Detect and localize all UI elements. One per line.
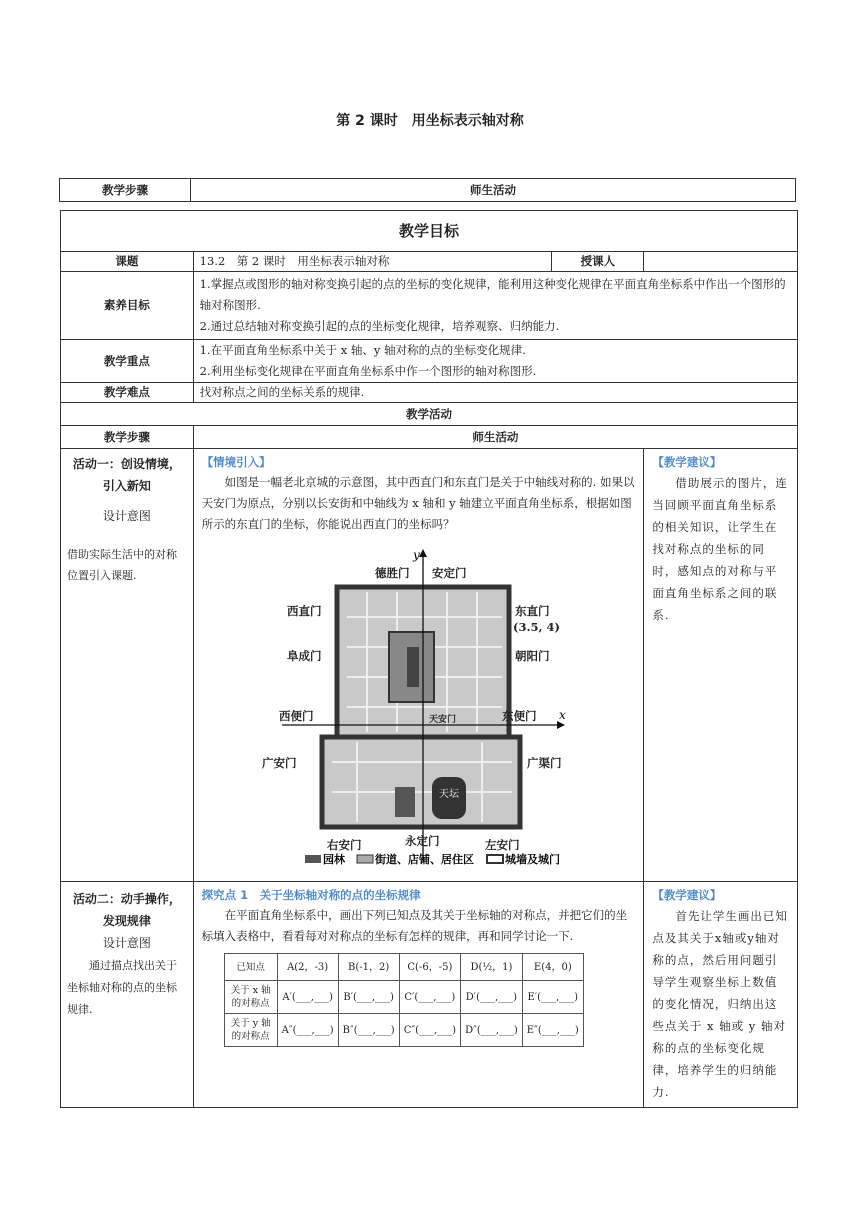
key-point-1: 1.在平面直角坐标系中关于 x 轴、y 轴对称的点的坐标变化规律. xyxy=(199,343,526,357)
symmetry-table xyxy=(224,953,584,1047)
activity1-suggest-tag: 【教学建议】 xyxy=(652,455,722,469)
key-point-2: 2.利用坐标变化规律在平面直角坐标系中作一个图形的轴对称图形. xyxy=(199,364,537,378)
table-cell[interactable]: D″(___,___) xyxy=(461,1014,523,1047)
gate-dongzhimen: 东直门 xyxy=(514,604,550,618)
sub-header-activity: 师生活动 xyxy=(193,426,797,449)
gate-zuoanmen: 左安门 xyxy=(484,838,520,852)
activity2-suggest-text: 首先让学生画出已知点及其关于x轴或y轴对称的点，然后用问题引导学生观察坐标上数值的变化情况，归纳出这些点关于 x 轴或 y 轴对称的点的坐标变化规律，培养学生的归纳能力. xyxy=(652,909,788,1099)
activity2-design-text: 通过描点找出关于坐标轴对称的点的坐标规律. xyxy=(67,959,177,1016)
svg-text:城墙及城门: 城墙及城门 xyxy=(504,853,560,866)
table-header-cell: C(-6，-5) xyxy=(399,954,460,981)
row-x-label: 关于 x 轴的对称点 xyxy=(224,981,277,1014)
activity1-design-label: 设计意图 xyxy=(102,509,151,523)
y-axis-label: y xyxy=(412,548,420,562)
activity1-design-text: 借助实际生活中的对称位置引入课题. xyxy=(67,548,177,582)
activity2-tag: 探究点 1 关于坐标轴对称的点的坐标规律 xyxy=(201,888,421,902)
gate-dongzhimen-coord: (3.5, 4) xyxy=(512,620,560,634)
activity2-suggest-tag: 【教学建议】 xyxy=(652,888,722,902)
literacy-line2: 2.通过总结轴对称变换引起的点的坐标变化规律，培养观察、归纳能力. xyxy=(199,319,560,333)
table-cell[interactable]: B″(___,___) xyxy=(338,1014,399,1047)
table-cell[interactable]: B′(___,___) xyxy=(338,981,399,1014)
table-cell[interactable]: A″(___,___) xyxy=(277,1014,338,1047)
activity1-suggest-text: 借助展示的图片，连当回顾平面直角坐标系的相关知识，让学生在找对称点的坐标的同时，感知点的对称与平面直角坐标系之间的联系. xyxy=(652,476,788,622)
gate-guangqumen: 广渠门 xyxy=(526,756,562,770)
gate-guanganmen: 广安门 xyxy=(261,756,297,770)
table-cell[interactable]: D′(___,___) xyxy=(461,981,523,1014)
gate-chaoyangmen: 朝阳门 xyxy=(514,649,550,663)
difficulty-value: 找对称点之间的坐标关系的规律. xyxy=(193,383,797,403)
difficulty-label: 教学难点 xyxy=(61,383,194,403)
activity-section-title: 教学活动 xyxy=(61,403,798,426)
gate-xizhimen: 西直门 xyxy=(286,604,322,618)
beijing-map xyxy=(257,547,567,877)
svg-text:园林: 园林 xyxy=(322,853,345,866)
activity2-design-label: 设计意图 xyxy=(102,936,151,950)
row-y-label: 关于 y 轴的对称点 xyxy=(224,1014,277,1047)
sub-header-step: 教学步骤 xyxy=(61,426,194,449)
activity1-text: 如图是一幅老北京城的示意图，其中西直门和东直门是关于中轴线对称的. 如果以天安门为原点，分别以长安街和中轴线为 x 轴和 y 轴建立平面直角坐标系，根据如图所示的东直门的坐标，你能说出西直门的坐标吗？ xyxy=(201,475,635,531)
x-axis-label: x xyxy=(558,708,566,722)
topic-label: 课题 xyxy=(61,252,194,272)
outer-city xyxy=(322,737,520,827)
table-cell[interactable]: E′(___,___) xyxy=(522,981,583,1014)
gate-youanmen: 右安门 xyxy=(326,838,362,852)
gate-fuchengmen: 阜成门 xyxy=(286,649,322,663)
lesson-table xyxy=(60,210,798,1108)
gate-andingmen: 安定门 xyxy=(431,566,467,580)
table-header-cell: 已知点 xyxy=(224,954,277,981)
table-header-cell: E(4，0) xyxy=(522,954,583,981)
activity1-title: 活动一：创设情境，引入新知 xyxy=(72,457,181,493)
topic-value: 13.2 第 2 课时 用坐标表示轴对称 xyxy=(193,252,552,272)
table-cell[interactable]: A′(___,___) xyxy=(277,981,338,1014)
temple-label: 天坛 xyxy=(438,789,459,800)
gate-deshengmen: 德胜门 xyxy=(374,566,410,580)
teacher-label: 授课人 xyxy=(552,252,644,272)
key-points-label: 教学重点 xyxy=(61,340,194,383)
goal-title: 教学目标 xyxy=(61,211,798,252)
activity1-tag: 【情境引入】 xyxy=(201,455,271,469)
table-header-cell: D(½，1) xyxy=(461,954,523,981)
table-cell[interactable]: C′(___,___) xyxy=(399,981,460,1014)
gate-tiananmen: 天安门 xyxy=(428,715,456,725)
gate-yongdingmen: 永定门 xyxy=(404,834,440,848)
literacy-label: 素养目标 xyxy=(61,272,194,340)
table-header-cell: A(2，-3) xyxy=(277,954,338,981)
page-title: 第 2 课时 用坐标表示轴对称 xyxy=(336,113,524,129)
gate-xibianmen: 西便门 xyxy=(278,709,314,723)
table-header-cell: B(-1，2) xyxy=(338,954,399,981)
activity2-text: 在平面直角坐标系中，画出下列已知点及其关于坐标轴的对称点，并把它们的坐标填入表格中，看看每对对称点的坐标有怎样的规律，再和同学讨论一下. xyxy=(201,908,628,943)
table-cell[interactable]: E″(___,___) xyxy=(522,1014,583,1047)
header-step: 教学步骤 xyxy=(60,179,191,202)
temple-of-agriculture xyxy=(395,787,415,817)
header-activity: 师生活动 xyxy=(191,179,796,202)
gate-dongbianmen: 东便门 xyxy=(501,709,537,723)
map-legend xyxy=(305,852,560,866)
svg-text:街道、店铺、居住区: 街道、店铺、居住区 xyxy=(374,853,474,866)
teacher-value xyxy=(644,252,798,272)
table-cell[interactable]: C″(___,___) xyxy=(399,1014,460,1047)
literacy-line1: 1.掌握点或图形的轴对称变换引起的点的坐标的变化规律，能利用这种变化规律在平面直角坐标系中作出一个图形的轴对称图形. xyxy=(199,277,786,312)
activity2-title: 活动二：动手操作，发现规律 xyxy=(72,892,181,928)
top-header-table xyxy=(59,178,796,202)
